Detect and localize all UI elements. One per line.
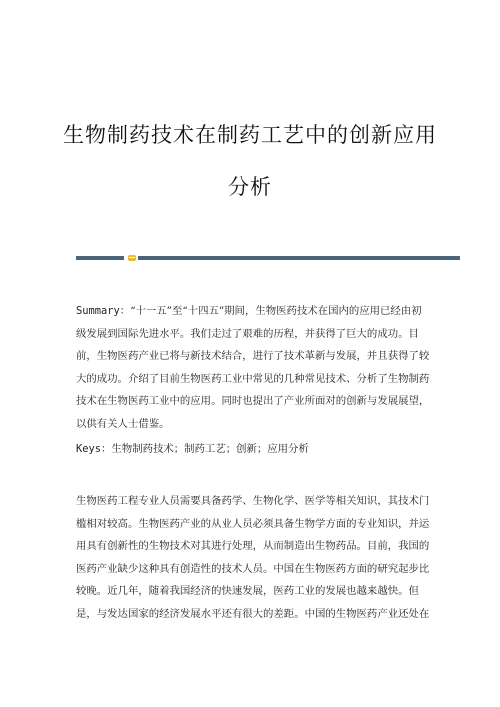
body-line: 是，与发达国家的经济发展水平还有很大的差距。中国的生物医药产业还处在	[76, 607, 430, 620]
summary-section	[76, 300, 432, 436]
keywords-text: 生物制药技术；制药工艺；创新；应用分析	[111, 443, 309, 455]
keywords-section	[76, 438, 432, 461]
summary-line: 大的成功。介绍了目前生物医药工业中常见的几种常见技术、分析了生物制药	[76, 372, 430, 385]
summary-text: “十一五”至“十四五”期间，生物医药技术在国内的应用已经由初	[130, 305, 422, 317]
summary-label: Summary：	[76, 305, 131, 317]
body-line: 较晚。近几年，随着我国经济的快速发展，医药工业的发展也越来越快。但	[76, 585, 419, 598]
divider-bar-right	[138, 256, 460, 260]
body-line: 用具有创新性的生物技术对其进行处理，从而制造出生物药品。目前，我国的	[76, 540, 430, 553]
summary-line: 前，生物医药产业已将与新技术结合，进行了技术革新与发展，并且获得了较	[76, 350, 430, 363]
body-line: 医药产业缺少这种具有创造性的技术人员。中国在生物医药方面的研究起步比	[76, 562, 430, 575]
summary-line: 级发展到国际先进水平。我们走过了艰难的历程，并获得了巨大的成功。目	[76, 327, 419, 340]
keywords-label: Keys：	[76, 443, 112, 455]
document-title: 生物制药技术在制药工艺中的创新应用	[63, 123, 437, 147]
divider-bar-left	[76, 256, 124, 260]
keywords-line	[76, 438, 432, 461]
document-title-continued: 分析	[228, 175, 272, 199]
body-line: 生物医药工程专业人员需要具备药学、生物化学、医学等相关知识，其技术门	[76, 495, 430, 507]
document-badge-icon	[128, 255, 136, 261]
title-divider	[76, 255, 460, 261]
summary-line: 以供有关人士借鉴。	[76, 417, 170, 430]
body-line: 槛相对较高。生物医药产业的从业人员必须具备生物学方面的专业知识，并运	[76, 517, 430, 530]
summary-line: 技术在生物医药工业中的应用。同时也提出了产业所面对的创新与发展展望，	[76, 395, 430, 408]
summary-line	[76, 300, 432, 323]
body-section	[76, 490, 432, 626]
